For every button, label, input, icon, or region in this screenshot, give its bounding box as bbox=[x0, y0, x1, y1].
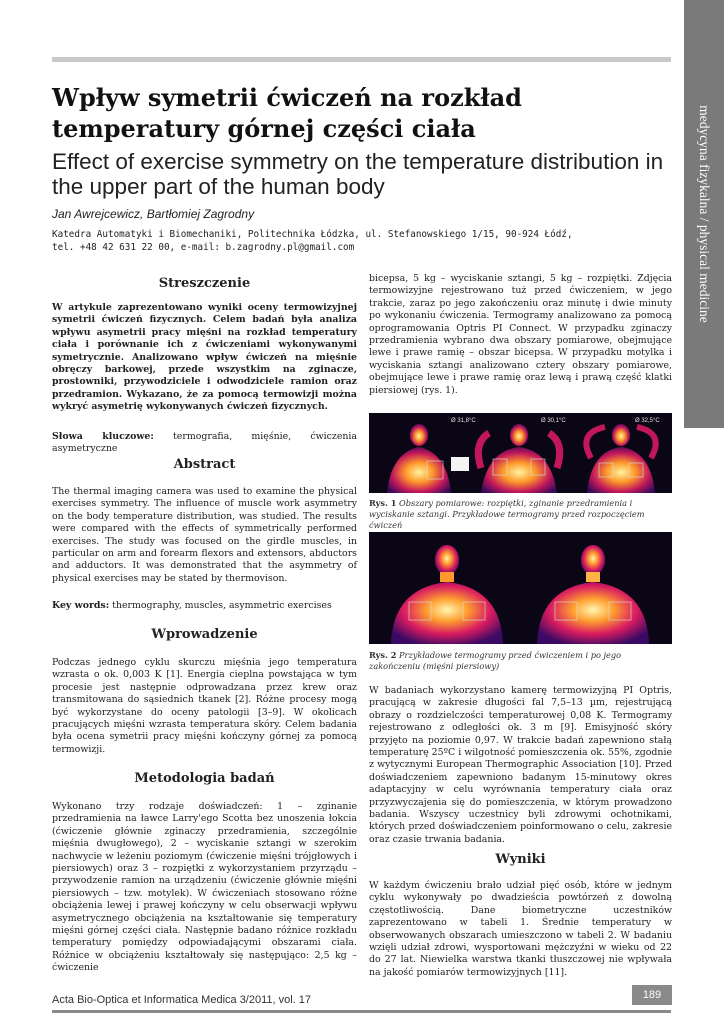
wprowadzenie-body bbox=[52, 657, 357, 756]
figure-2-thermograms bbox=[369, 532, 672, 644]
figure-1-caption-text: Obszary pomiarowe: rozpiętki, zginanie przedramienia i wyciskanie sztangi. Przykładowe termogramy przed rozpoczęciem ćwiczeń bbox=[369, 498, 645, 530]
affiliation-line: Katedra Automatyki i Biomechaniki, Politechnika Łódzka, ul. Stefanowskiego 1/15, 90-924 Łódź, bbox=[52, 229, 573, 240]
streszczenie-heading: Streszczenie bbox=[158, 276, 251, 291]
temp-label-2: Ø 30,1°C bbox=[541, 418, 566, 424]
methods-continued bbox=[369, 273, 672, 397]
metodologia-text: Wykonano trzy rodzaje doświadczeń: 1 – zginanie przedramienia na ławce Larry'ego Scotta bez unoszenia łokcia (ćwiczenie głównie zginaczy przedramienia, szczególnie mięśnia dwugłowego), 2 – wyciskanie sztangi w szerokim nachwycie w leżeniu poziomym (ćwiczenie mięśni trójgłowych i piersiowych) oraz 3 – rozpiętki z wykorzystaniem przyrządu – przywodzenie ramion na urządzeniu (ćwiczenie głównie mięśni piersiowych – tzw. motylek). W ćwiczeniach stosowano różne obciążenia lewej i prawej kończyny w celu obserwacji wpływu asymetrycznego obciążenia na kształtowanie się temperatury mięśni górnej części ciała. Następnie badano różnice rozkładu temperatury pomiędzy odpowiadającymi obszarami ciała. Różnice w obciążeniu kształtowały się następująco: 2,5 kg – ćwiczenie bbox=[52, 801, 357, 974]
wprowadzenie-heading: Wprowadzenie bbox=[151, 627, 258, 642]
figure-1-caption bbox=[369, 498, 672, 531]
metodologia-heading: Metodologia badań bbox=[134, 771, 275, 786]
section-label: medycyna fizykalna / physical medicine bbox=[697, 105, 712, 323]
keywords-en bbox=[52, 600, 357, 612]
abstract-heading: Abstract bbox=[173, 457, 236, 472]
figure-1-image bbox=[369, 413, 672, 493]
figure-1-thermograms bbox=[369, 413, 672, 493]
keywords-en-label: Key words: bbox=[52, 600, 110, 611]
authors: Jan Awrejcewicz, Bartłomiej Zagrodny bbox=[52, 207, 255, 221]
figure-2-caption bbox=[369, 650, 672, 672]
streszczenie-body bbox=[52, 302, 357, 414]
wyniki-text: W każdym ćwiczeniu brało udział pięć osób, które w jednym cyklu wykonywały po dwadzieścia powtórzeń z dowolną częstotliwością. Dane biometryczne uczestników zaprezentowano w tabeli 1. Średnie temperatury w obserwowanych obszarach umieszczono w tabeli 2. W badaniu wzięli udział zdrowi, wysportowani mężczyźni w wieku od 22 do 27 lat. Niewielka warstwa tkanki tłuszczowej nie wpływała na jakość pomiarów termowizyjnych [11]. bbox=[369, 880, 672, 978]
title-polish: Wpływ symetrii ćwiczeń na rozkład temperatury górnej części ciała bbox=[52, 83, 522, 143]
wprowadzenie-text: Podczas jednego cyklu skurczu mięśnia jego temperatura wzrasta o ok. 0,003 K [1]. Energia cieplna powstająca w tym procesie jest następnie odprowadzana przez krew oraz transmitowana do sąsiednich tkanek [2]. Różne procesy mogą być wykorzystane do oceny patologii [3–9]. W okolicach pracujących mięśni wzrasta temperatura skóry. Celem badania była ocena symetrii pracy mięśni kończyny górnej za pomocą termowizji. bbox=[52, 657, 357, 755]
temp-label-1: Ø 31,8°C bbox=[451, 418, 476, 424]
metodologia-body bbox=[52, 801, 357, 975]
methods-continued-text: bicepsa, 5 kg – wyciskanie sztangi, 5 kg – rozpiętki. Zdjęcia termowizyjne rejestrowano tuż przed ćwiczeniem, w jego trakcie, zaraz po jego zakończeniu oraz minutę i dwie minuty po wykonaniu ćwiczenia. Termogramy analizowano za pomocą oprogramowania Optris PI Connect. W przypadku zginaczy przedramienia wybrano dwa obszary pomiarowe, obejmujące lewe i prawe ramię – obszar bicepsa. W przypadku motylka i wyciskania sztangi analizowano cztery obszary pomiarowe, obejmujące lewe i prawe ramię oraz lewą i prawą część klatki piersiowej (rys. 1). bbox=[369, 273, 672, 396]
figure-2-caption-text: Przykładowe termogramy przed ćwiczeniem i po jego zakończeniu (mięśni piersiowy) bbox=[369, 650, 622, 671]
keywords-pl-label: Słowa kluczowe: bbox=[52, 431, 154, 442]
streszczenie-text: W artykule zaprezentowano wyniki oceny termowizyjnej symetrii ćwiczeń fizycznych. Celem badań była analiza wpływu asymetrii pracy mięśni na rozkład temperatury ciała i porównanie ich z ćwiczeniami wykonywanymi symetrycznie. Analizowano wpływ ćwiczeń na mięśnie obręczy barkowej, przede wszystkim na zginacze, prostowniki, przywodziciele i odwodziciele ramion oraz przedramion. Wykazano, że za pomocą termowizji można wykryć asymetrię wykonywanych ćwiczeń fizycznych. bbox=[52, 302, 357, 413]
figure-2-label: Rys. 2 bbox=[369, 650, 397, 660]
methods-equipment-text: W badaniach wykorzystano kamerę termowizyjną PI Optris, pracującą w zakresie długości fal 7,5–13 µm, rejestrującą obrazy o rozdzielczości temperaturowej 0,08 K. Termogramy rejestrowano z odległości ok. 3 m [9]. Emisyjność skóry przyjęto na poziomie 0,97. W trakcie badań zapewniono stałą temperaturę 25ºC i wilgotność pomieszczenia ok. 55%, zgodnie z wytycznymi European Thermographic Association [10]. Przed doświadczeniem zapewniono badanym 15-minutowy okres adaptacyjny w celu wyrównania temperatury ciała oraz przyzwyczajenia się do pomieszczenia, w którym prowadzono badania. Wszyscy uczestnicy byli zdrowymi ochotnikami, których przed doświadczeniem poinformowano o celu, zakresie oraz czasie trwania badania. bbox=[369, 685, 672, 845]
top-rule bbox=[52, 57, 671, 62]
affiliation-line: tel. +48 42 631 22 00, e-mail: b.zagrodny.pl@gmail.com bbox=[52, 241, 355, 253]
wyniki-heading: Wyniki bbox=[495, 852, 546, 867]
journal-footer: Acta Bio-Optica et Informatica Medica 3/2011, vol. 17 bbox=[52, 994, 312, 1006]
figure-1-label: Rys. 1 bbox=[369, 498, 397, 508]
figure-2-image bbox=[369, 532, 672, 644]
keywords-en-text: thermography, muscles, asymmetric exercises bbox=[109, 600, 332, 611]
title-english: Effect of exercise symmetry on the temperature distribution in the upper part of the human body bbox=[52, 149, 664, 199]
affiliation bbox=[52, 229, 652, 254]
keywords-pl bbox=[52, 431, 357, 456]
temp-label-3: Ø 32,5°C bbox=[635, 418, 660, 424]
bottom-rule bbox=[52, 1010, 671, 1013]
page-number: 189 bbox=[632, 985, 672, 1005]
methods-equipment bbox=[369, 685, 672, 846]
abstract-body bbox=[52, 486, 357, 585]
keywords-pl-text: termografia, mięśnie, ćwiczenia asymetryczne bbox=[52, 431, 357, 455]
wyniki-body bbox=[369, 880, 672, 979]
abstract-text: The thermal imaging camera was used to examine the physical exercises symmetry. The influence of muscle work asymmetry on the body temperature distribution, was studied. The results were compared with the effects of symmetrically performed exercises. The study was focused on the girdle muscles, in particular on arm and forearm flexors and extensors, abductors and adductors. It was demonstrated that the asymmetry of physical exercises may be stated by thermovison. bbox=[52, 486, 357, 584]
